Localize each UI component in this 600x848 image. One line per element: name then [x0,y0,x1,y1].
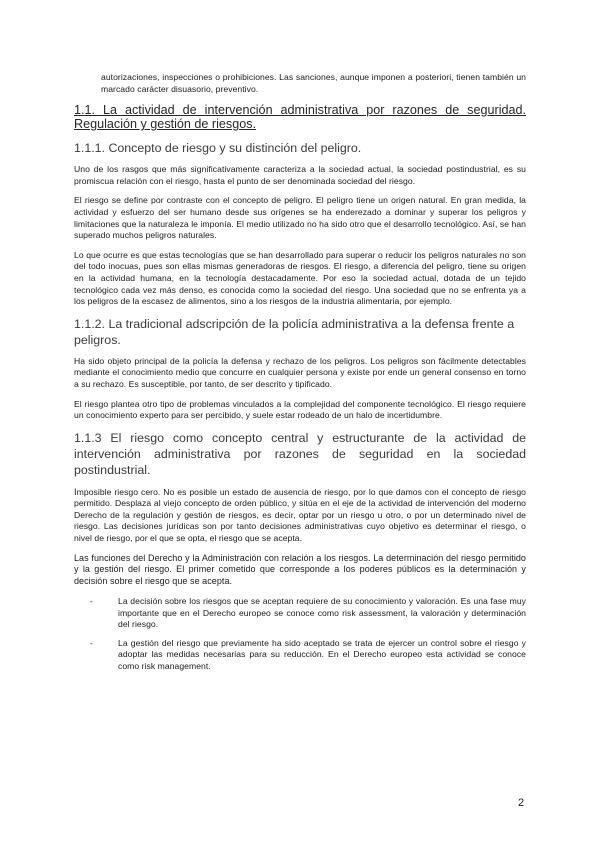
paragraph: Las funciones del Derecho y la Administración con relación a los riesgos. La determinación del riesgo permitido y la gestión del riesgo. El primer cometido que corresponde a los poderes públicos es la determinación y decisión sobre el riesgo que se acepta. [74,552,526,587]
drop-letter: I [74,485,77,497]
dash-marker: - [90,596,93,607]
list-item [74,638,526,673]
section-1-1-1-heading: 1.1.1. Concepto de riesgo y su distinción del peligro. [74,141,362,156]
paragraph: Ha sido objeto principal de la policía la defensa y rechazo de los peligros. Los peligros son fácilmente detectables mediante el conocimiento medio que concurre en cualquier persona y existe por ende un general consenso en torno a su rechazo. Es susceptible, por tanto, de ser descrito y tipificado. [74,355,526,389]
section-1-1-heading: 1.1. La actividad de intervención administrativa por razones de seguridad. Regulación y gestión de riesgos. [74,103,526,132]
paragraph: El riesgo se define por contraste con el concepto de peligro. El peligro tiene un origen natural. En gran medida, la actividad y esfuerzo del ser humano desde sus orígenes se ha enderezado a dominar y superar los peligros y limitaciones que la naturaleza le imponía. El medio utilizado no ha sido otro que el desarrollo tecnológico. Así, se han superado muchos peligros naturales. [74,195,526,241]
list-item-text: La decisión sobre los riesgos que se aceptan requiere de su conocimiento y valoración. Es una fase muy importante que en el Derecho europeo se conoce como risk assessment, la valoración y determinación del riesgo. [118,596,526,630]
section-1-1-2-heading: 1.1.2. La tradicional adscripción de la policía administrativa a la defensa frente a peligros. [74,316,515,347]
intro-continuation-paragraph: autorizaciones, inspecciones o prohibiciones. Las sanciones, aunque imponen a posteriori, tienen también un marcado carácter disuasorio, preventivo. [101,72,526,94]
dash-list [74,596,526,673]
list-item [74,596,526,631]
list-item-text: La gestión del riesgo que previamente ha sido aceptado se trata de ejercer un control sobre el riesgo y adoptar las medidas necesarias para su reducción. En el Derecho europeo esta actividad se conoce como risk management. [118,637,526,672]
paragraph: El riesgo plantea otro tipo de problemas vinculados a la complejidad del componente tecnológico. El riesgo requiere un conocimiento experto para ser percibido, y suele estar rodeado de un halo de incertidumbre. [74,398,526,421]
paragraph: Lo que ocurre es que estas tecnologías que se han desarrollado para superar o reducir los peligros naturales no son del todo inocuas, pues son ellas mismas generadoras de riesgos. El riesgo, a diferencia del peligro, tiene su origen en la actividad humana, en la tecnología destacadamente. Por eso la sociedad actual, dotada de un tejido tecnológico cada vez más denso, es conocida como la sociedad del riesgo. Una sociedad que no se enfrenta ya a los peligros de la escasez de alimentos, sino a los riesgos de la industria alimentaria, por ejemplo. [74,249,526,307]
dash-marker: - [90,637,93,648]
page-number: 2 [518,797,525,809]
section-1-1-3-heading: 1.1.3 El riesgo como concepto central y estructurante de la actividad de intervención administrativa por razones de seguridad en la sociedad postindustrial. [74,430,526,477]
document-page [74,72,526,680]
paragraph [74,486,526,545]
paragraph: Uno de los rasgos que más significativamente caracteriza a la sociedad actual, la sociedad postindustrial, es su promiscua relación con el riesgo, hasta el punto de ser denominada sociedad del riesgo. [74,164,526,186]
paragraph-text: mposible riesgo cero. No es posible un estado de ausencia de riesgo, por lo que damos con el concepto de riesgo permitido. Desplaza al viejo concepto de orden público, y sitúa en el eje de la actividad de intervención del moderno Derecho de la regulación y gestión de riesgos, es decir, optar por un riesgo u otro, o por un determinado nivel de riesgo. Las decisiones jurídicas son por tanto decisiones administrativas cuyo objetivo es determinar el riesgo, o nivel de riesgo, por el que se opta, el riesgo que se acepta. [74,486,526,544]
